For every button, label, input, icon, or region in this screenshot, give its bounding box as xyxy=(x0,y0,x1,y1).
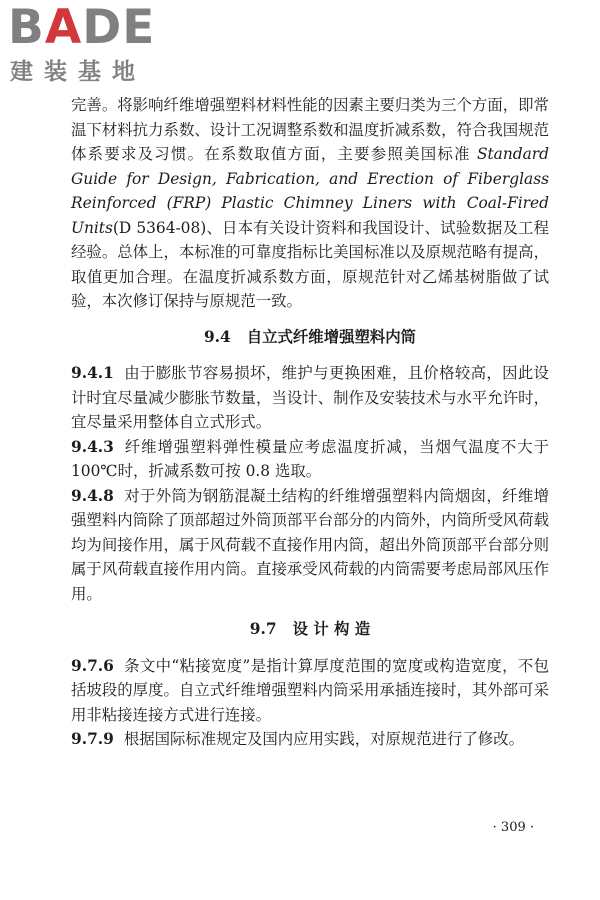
intro-text-1: 完善。将影响纤维增强塑料材料性能的因素主要归类为三个方面，即常温下材料抗力系数、设计工况调整系数和温度折减系数，符合我国规范体系要求及习惯。在系数取值方面，主要参照美国标准 xyxy=(71,96,549,163)
clause-9-7-9 xyxy=(71,727,549,752)
clause-number: 9.4.3 xyxy=(71,437,114,456)
clause-9-7-6 xyxy=(71,654,549,728)
clause-number: 9.4.8 xyxy=(71,486,114,505)
section-number: 9.7 xyxy=(249,620,277,638)
clause-9-4-1 xyxy=(71,361,549,435)
clause-9-4-3 xyxy=(71,435,549,484)
intro-text-2: (D 5364-08)、日本有关设计资料和我国设计、试验数据及工程经验。总体上，本标准的可靠度指标比美国标准以及原规范略有提高，取值更加合理。在温度折减系数方面，原规范针对乙烯基树脂做了试验，本次修订保持与原规范一致。 xyxy=(71,218,549,310)
section-heading-9-7 xyxy=(71,617,549,642)
section-title: 设 计 构 造 xyxy=(292,620,371,638)
logo-letters-de: DE xyxy=(82,0,156,55)
section-number: 9.4 xyxy=(203,327,231,346)
section-heading-9-4 xyxy=(71,325,549,350)
clause-number: 9.4.1 xyxy=(71,364,114,382)
section-title: 自立式纤维增强塑料内筒 xyxy=(246,327,417,346)
intro-paragraph xyxy=(71,93,549,314)
clause-text: 纤维增强塑料弹性模量应考虑温度折减，当烟气温度不大于 100℃时，折减系数可按 0.8 选取。 xyxy=(71,437,549,480)
clause-text: 根据国际标准规定及国内应用实践，对原规范进行了修改。 xyxy=(123,730,525,748)
page-number: · 309 · xyxy=(492,820,534,835)
logo-letter-b: B xyxy=(8,0,45,55)
logo-letter-a: A xyxy=(44,0,83,55)
brand-logo xyxy=(8,2,178,88)
page-body xyxy=(71,93,549,752)
logo-subtitle: 建装基地 xyxy=(10,59,146,85)
clause-number: 9.7.6 xyxy=(71,656,114,675)
clause-text: 条文中“粘接宽度”是指计算厚度范围的宽度或构造宽度，不包括坡段的厚度。自立式纤维增强塑料内筒采用承插连接时，其外部可采用非粘接连接方式进行连接。 xyxy=(71,656,549,724)
logo-wordmark xyxy=(8,2,155,54)
clause-number: 9.7.9 xyxy=(71,730,114,748)
clause-text: 由于膨胀节容易损坏，维护与更换困难，且价格较高，因此设计时宜尽量减少膨胀节数量，当设计、制作及安装技术与水平允许时，宜尽量采用整体自立式形式。 xyxy=(71,364,549,431)
standard-title: Standard Guide for Design, Fabrication, and Erection of Fiberglass Reinforced (FRP) Plastic Chimney Liners with Coal-Fired Units xyxy=(71,145,549,237)
clause-text: 对于外筒为钢筋混凝土结构的纤维增强塑料内筒烟囱，纤维增强塑料内筒除了顶部超过外筒顶部平台部分的内筒外，内筒所受风荷载均为间接作用，属于风荷载不直接作用内筒，超出外筒顶部平台部分则属于风荷载直接作用内筒。直接承受风荷载的内筒需要考虑局部风压作用。 xyxy=(71,486,549,603)
clause-9-4-8 xyxy=(71,484,549,607)
